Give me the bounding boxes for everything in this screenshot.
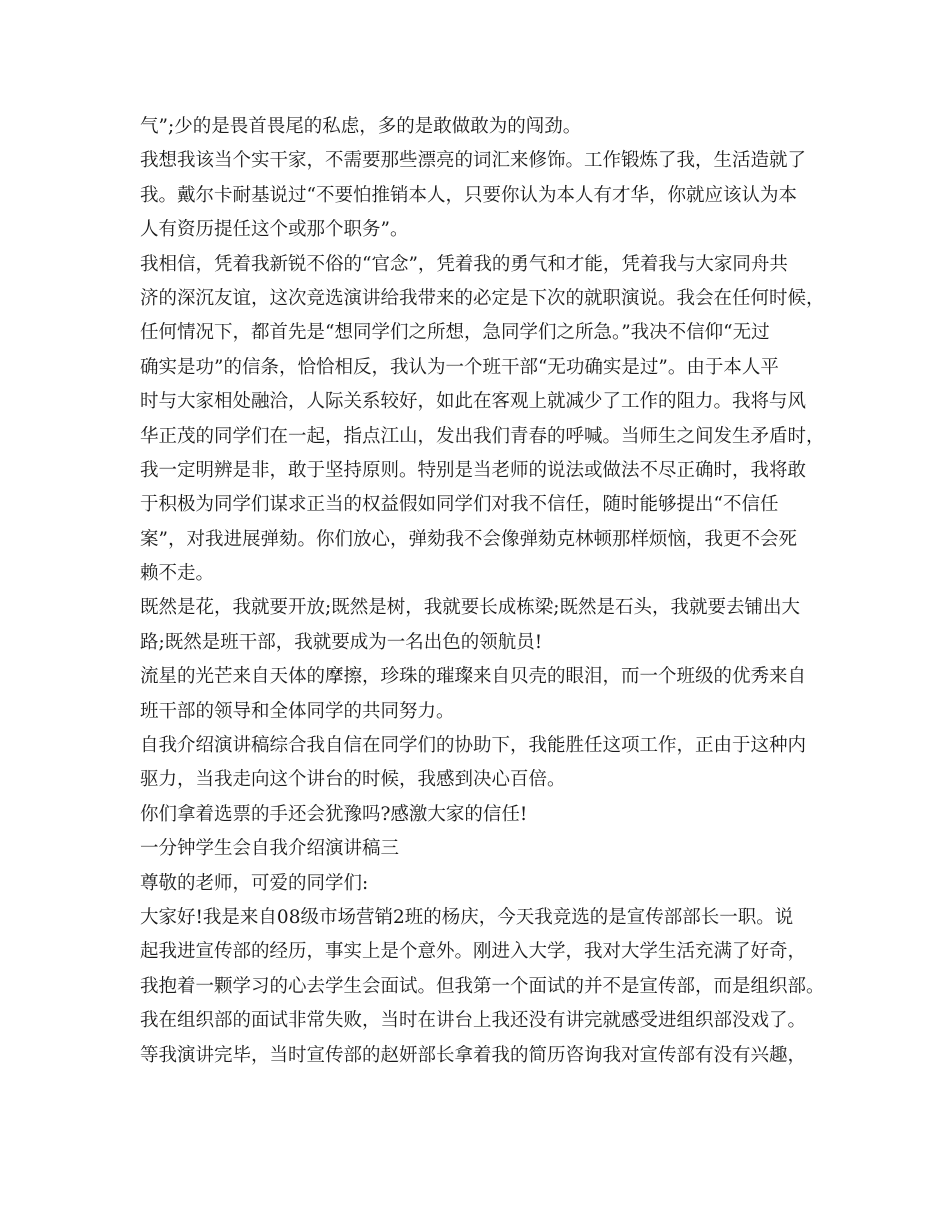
text-line: 一分钟学生会自我介绍演讲稿三 bbox=[140, 838, 400, 860]
text-line: 任何情况下，都首先是“想同学们之所想，急同学们之所急。”我决不信仰“无过 bbox=[140, 322, 770, 344]
text-line: 起我进宣传部的经历，事实上是个意外。刚进入大学，我对大学生活充满了好奇， bbox=[140, 941, 807, 963]
document-body bbox=[140, 110, 830, 1073]
text-line: 你们拿着选票的手还会犹豫吗?感激大家的信任! bbox=[140, 803, 528, 825]
text-line: 确实是功”的信条，恰恰相反，我认为一个班干部“无功确实是过”。由于本人平 bbox=[140, 356, 779, 378]
text-line: 大家好!我是来自08级市场营销2班的杨庆，今天我竞选的是宣传部部长一职。说 bbox=[140, 906, 794, 928]
text-line: 我在组织部的面试非常失败，当时在讲台上我还没有讲完就感受进组织部没戏了。 bbox=[140, 1010, 807, 1032]
text-line: 气”;少的是畏首畏尾的私虑，多的是敢做敢为的闯劲。 bbox=[140, 116, 582, 137]
text-line: 华正茂的同学们在一起，指点江山，发出我们青春的呼喊。当师生之间发生矛盾时， bbox=[140, 425, 825, 447]
text-line: 既然是花，我就要开放;既然是树，我就要长成栋梁;既然是石头，我就要去铺出大 bbox=[140, 597, 800, 619]
text-line: 自我介绍演讲稿综合我自信在同学们的协助下，我能胜任这项工作，正由于这种内 bbox=[140, 735, 807, 757]
text-line: 人有资历提任这个或那个职务”。 bbox=[140, 219, 409, 241]
text-line: 我抱着一颗学习的心去学生会面试。但我第一个面试的并不是宣传部，而是组织部。 bbox=[140, 975, 825, 997]
text-line: 路;既然是班干部，我就要成为一名出色的领航员! bbox=[140, 631, 543, 653]
text-line: 驱力，当我走向这个讲台的时候，我感到决心百倍。 bbox=[140, 769, 566, 791]
text-line: 案”，对我进展弹劾。你们放心，弹劾我不会像弹劾克林顿那样烦恼，我更不会死 bbox=[140, 528, 797, 550]
text-line: 尊敬的老师，可爱的同学们: bbox=[140, 872, 369, 894]
text-line: 班干部的领导和全体同学的共同努力。 bbox=[140, 700, 455, 722]
text-line: 我想我该当个实干家，不需要那些漂亮的词汇来修饰。工作锻炼了我，生活造就了 bbox=[140, 150, 807, 172]
text-line: 我相信，凭着我新锐不俗的“官念”，凭着我的勇气和才能，凭着我与大家同舟共 bbox=[140, 253, 788, 275]
text-line: 济的深沉友谊，这次竞选演讲给我带来的必定是下次的就职演说。我会在任何时候， bbox=[140, 287, 825, 309]
text-line: 时与大家相处融洽，人际关系较好，如此在客观上就减少了工作的阻力。我将与风 bbox=[140, 391, 807, 413]
text-line: 赖不走。 bbox=[140, 563, 215, 585]
text-line: 流星的光芒来自天体的摩擦，珍珠的璀璨来自贝壳的眼泪，而一个班级的优秀来自 bbox=[140, 666, 807, 688]
text-line: 我。戴尔卡耐基说过“不要怕推销本人，只要你认为本人有才华，你就应该认为本 bbox=[140, 184, 797, 206]
text-line: 等我演讲完毕，当时宣传部的赵妍部长拿着我的简历咨询我对宣传部有没有兴趣， bbox=[140, 1044, 807, 1066]
text-line: 于积极为同学们谋求正当的权益假如同学们对我不信任，随时能够提出“不信任 bbox=[140, 494, 779, 516]
text-line: 我一定明辨是非，敢于坚持原则。特别是当老师的说法或做法不尽正确时，我将敢 bbox=[140, 459, 807, 481]
